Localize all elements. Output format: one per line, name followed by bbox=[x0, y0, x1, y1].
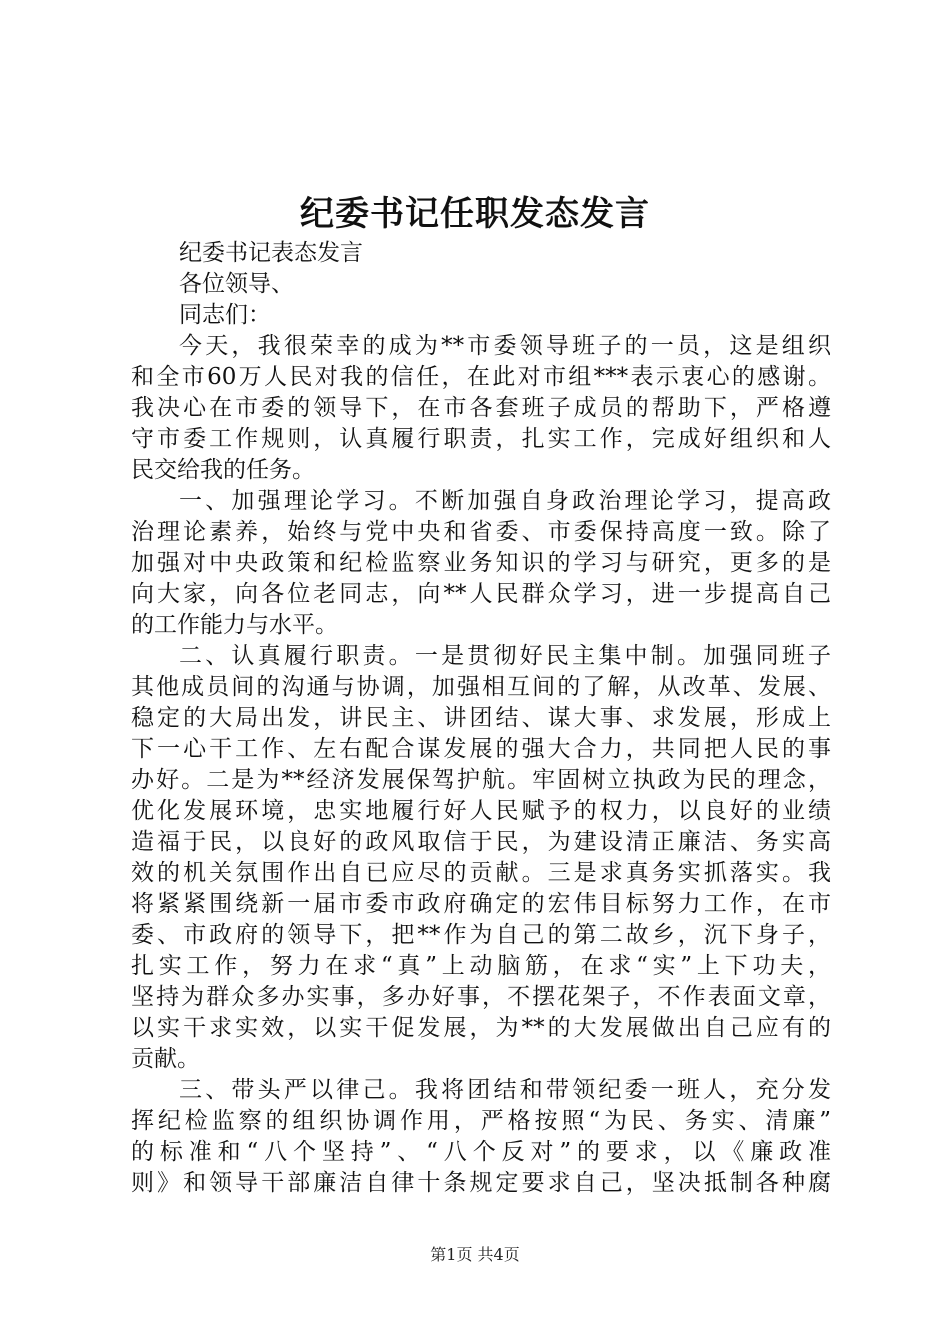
body-line: 一、加强理论学习。不断加强自身政治理论学习，提高政 bbox=[179, 488, 831, 514]
body-line: 加强对中央政策和纪检监察业务知识的学习与研究，更多的是 bbox=[131, 550, 831, 576]
body-line: 今天，我很荣幸的成为**市委领导班子的一员，这是组织 bbox=[179, 333, 831, 359]
body-line: 同志们： bbox=[179, 302, 271, 328]
body-line: 挥纪检监察的组织协调作用，严格按照“为民、务实、清廉” bbox=[131, 1108, 831, 1134]
document-body bbox=[131, 238, 831, 1199]
body-line: 效的机关氛围作出自已应尽的贡献。三是求真务实抓落实。我 bbox=[131, 860, 831, 886]
body-line: 造福于民，以良好的政风取信于民，为建设清正廉洁、务实高 bbox=[131, 829, 831, 855]
body-line: 扎实工作，努力在求“真”上动脑筋，在求“实”上下功夫， bbox=[131, 953, 831, 979]
body-line: 二、认真履行职责。一是贯彻好民主集中制。加强同班子 bbox=[179, 643, 831, 669]
body-line: 各位领导、 bbox=[179, 271, 294, 297]
body-line: 将紧紧围绕新一届市委市政府确定的宏伟目标努力工作，在市 bbox=[131, 891, 831, 917]
page-number-footer: 第1页 共4页 bbox=[430, 1245, 520, 1264]
body-line: 的工作能力与水平。 bbox=[131, 612, 338, 638]
body-line: 和全市60万人民对我的信任，在此对市组***表示衷心的感谢。 bbox=[131, 364, 831, 390]
body-line: 委、市政府的领导下，把**作为自己的第二故乡，沉下身子， bbox=[131, 922, 831, 948]
body-line: 其他成员间的沟通与协调，加强相互间的了解，从改革、发展、 bbox=[131, 674, 831, 700]
body-line: 以实干求实效，以实干促发展，为**的大发展做出自己应有的 bbox=[131, 1015, 831, 1041]
body-line: 稳定的大局出发，讲民主、讲团结、谋大事、求发展，形成上 bbox=[131, 705, 831, 731]
document-title: 纪委书记任职发态发言 bbox=[300, 194, 650, 234]
body-line: 民交给我的任务。 bbox=[131, 457, 315, 483]
body-line: 则》和领导干部廉洁自律十条规定要求自己，坚决抵制各种腐 bbox=[131, 1170, 831, 1196]
body-line: 优化发展环境，忠实地履行好人民赋予的权力，以良好的业绩 bbox=[131, 798, 831, 824]
body-line: 纪委书记表态发言 bbox=[179, 240, 363, 266]
body-line: 三、带头严以律己。我将团结和带领纪委一班人，充分发 bbox=[179, 1077, 831, 1103]
body-line: 治理论素养，始终与党中央和省委、市委保持高度一致。除了 bbox=[131, 519, 831, 545]
body-line: 守市委工作规则，认真履行职责，扎实工作，完成好组织和人 bbox=[131, 426, 831, 452]
body-line: 向大家，向各位老同志，向**人民群众学习，进一步提高自己 bbox=[131, 581, 831, 607]
body-line: 下一心干工作、左右配合谋发展的强大合力，共同把人民的事 bbox=[131, 736, 831, 762]
body-line: 贡献。 bbox=[131, 1046, 200, 1072]
body-line: 坚持为群众多办实事，多办好事，不摆花架子，不作表面文章， bbox=[131, 984, 831, 1010]
body-line: 办好。二是为**经济发展保驾护航。牢固树立执政为民的理念， bbox=[131, 767, 831, 793]
body-line: 我决心在市委的领导下，在市各套班子成员的帮助下，严格遵 bbox=[131, 395, 831, 421]
body-line: 的标准和“八个坚持”、“八个反对”的要求，以《廉政准 bbox=[131, 1139, 831, 1165]
